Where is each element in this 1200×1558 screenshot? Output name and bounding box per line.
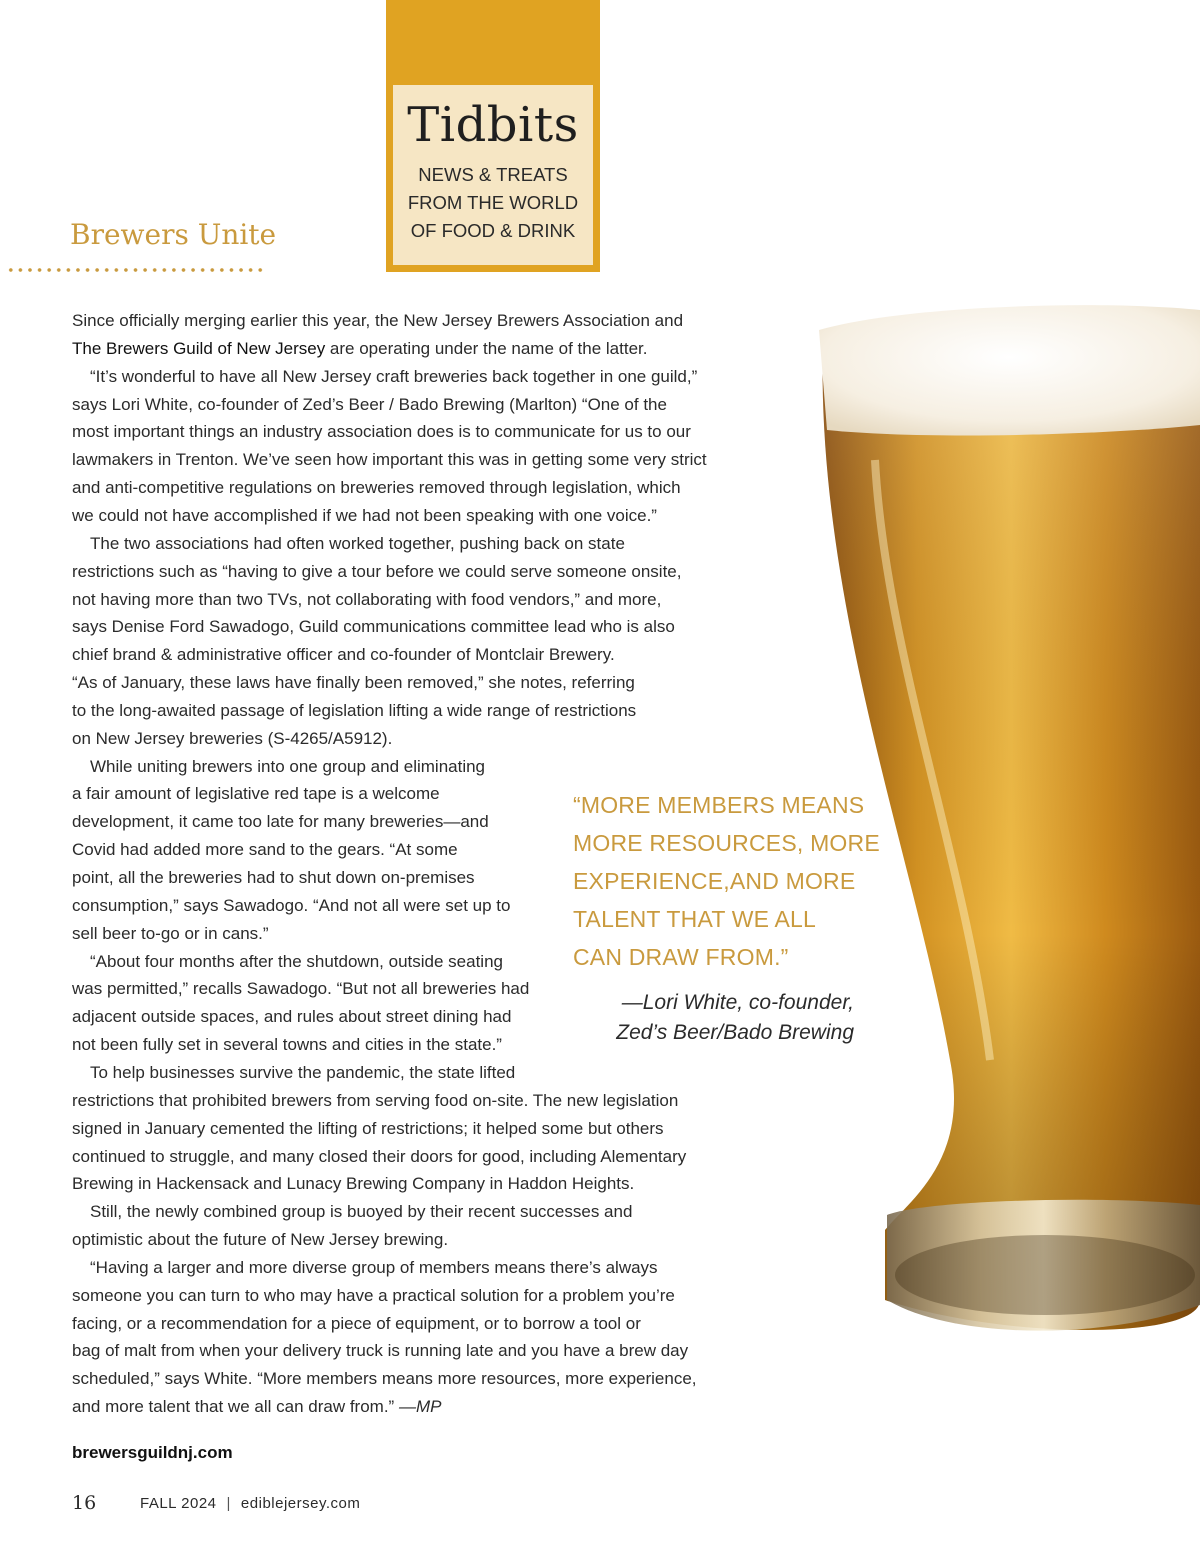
article-line-text: we could not have accomplished if we had not been speaking with one voice.” (72, 505, 657, 525)
article-line (72, 450, 707, 470)
article-line-text: signed in January cemented the lifting of restrictions; it helped some but others (72, 1118, 664, 1138)
issue-label: FALL 2024 (140, 1495, 217, 1512)
masthead-subtitle-line: FROM THE WORLD (407, 192, 579, 213)
masthead-subtitle-line: OF FOOD & DRINK (410, 220, 576, 241)
article-line (72, 1230, 448, 1250)
article-line (72, 311, 683, 331)
article-line (72, 1314, 641, 1334)
pull-quote-line: “MORE MEMBERS MEANS (573, 792, 865, 818)
article-line-text: not been fully set in several towns and cities in the state.” (72, 1035, 502, 1055)
article-line (90, 534, 625, 554)
article-line (72, 896, 510, 916)
article-line (72, 645, 615, 665)
article-line-text: restrictions such as “having to give a tour before we could serve someone onsite, (72, 561, 682, 581)
article-line (90, 757, 485, 777)
article-line (72, 1119, 664, 1139)
article-line-text: Covid had added more sand to the gears. “At some (72, 840, 458, 860)
article-line-text: to the long-awaited passage of legislation lifting a wide range of restrictions (72, 700, 637, 720)
masthead-panel (393, 85, 593, 265)
article-line (72, 590, 661, 610)
article-line-text: Since officially merging earlier this year, the New Jersey Brewers Association and (72, 311, 684, 330)
pull-quote-line: EXPERIENCE,AND MORE (573, 868, 856, 894)
article-line-text: development, it came too late for many breweries—and (72, 812, 489, 832)
article-line-text: says Lori White, co-founder of Zed’s Beer / Bado Brewing (Marlton) “One of the (72, 394, 667, 414)
article-line-text: The two associations had often worked together, pushing back on state (90, 533, 625, 553)
article-line-text: “It’s wonderful to have all New Jersey craft breweries back together in one guild,” (90, 366, 698, 386)
article-line (72, 1174, 634, 1194)
article-line-text: not having more than two TVs, not collaborating with food vendors,” and more, (72, 589, 662, 609)
article-line-text: bag of malt from when your delivery truck is running late and you have a brew day (72, 1341, 689, 1361)
page-number: 16 (72, 1492, 97, 1514)
article-line (90, 1258, 658, 1278)
masthead-title: Tidbits (407, 97, 579, 153)
article-line (72, 1091, 678, 1111)
article-line (72, 840, 458, 860)
masthead-subtitle-line: NEWS & TREATS (418, 164, 568, 185)
article-line (90, 1202, 632, 1222)
article-line-text: “About four months after the shutdown, outside seating (90, 951, 503, 971)
article-line (72, 562, 682, 582)
article-line (72, 868, 475, 888)
article-line-text: says Denise Ford Sawadogo, Guild communications committee lead who is also (72, 617, 675, 637)
website-link[interactable]: brewersguildnj.com (72, 1443, 233, 1462)
article-line-text: and anti-competitive regulations on breweries removed through legislation, which (72, 478, 681, 498)
article-line-text: restrictions that prohibited brewers from serving food on-site. The new legislation (72, 1090, 679, 1110)
article-line (72, 1369, 697, 1389)
article-line (72, 924, 269, 944)
article-line-text: on New Jersey breweries (S-4265/A5912). (72, 728, 393, 748)
pull-quote-line: MORE RESOURCES, MORE (573, 830, 880, 856)
site-link[interactable]: ediblejersey.com (240, 1495, 361, 1512)
article-line (72, 422, 691, 442)
author-signature: —MP (398, 1397, 442, 1417)
article-line (72, 701, 636, 721)
article-line (72, 784, 440, 804)
article-line-text: “As of January, these laws have finally been removed,” she notes, referring (72, 673, 635, 693)
article-line (72, 339, 647, 359)
article-line (90, 1063, 515, 1083)
article-line (72, 812, 489, 832)
article-line (72, 673, 635, 693)
article-line (72, 478, 681, 498)
article-line-text: Brewing in Hackensack and Lunacy Brewing Company in Haddon Heights. (72, 1174, 635, 1194)
article-line-text: lawmakers in Trenton. We’ve seen how important this was in getting some very strict (72, 450, 707, 470)
article-line (72, 1286, 675, 1306)
masthead-subtitle (393, 161, 593, 245)
article-line-text: sell beer to-go or in cans.” (72, 923, 269, 943)
article-line (72, 1007, 511, 1027)
article-line (72, 395, 667, 415)
article-line (72, 1035, 502, 1055)
article-line (72, 506, 657, 526)
article-line-text: most important things an industry association does is to communicate for us to our (72, 422, 691, 442)
article-line-text: continued to struggle, and many closed their doors for good, including Alementary (72, 1146, 687, 1166)
article-line-text: While uniting brewers into one group and eliminating (90, 756, 486, 776)
article-line-text: chief brand & administrative officer and co-founder of Montclair Brewery. (72, 645, 615, 665)
article-line-text: To help businesses survive the pandemic, the state lifted (90, 1062, 516, 1082)
article-line-text: are operating under the name of the latter. (325, 338, 648, 358)
article-line-text: someone you can turn to who may have a practical solution for a problem you’re (72, 1285, 675, 1305)
article-line-text: consumption,” says Sawadogo. “And not all were set up to (72, 895, 511, 915)
article-line-text: was permitted,” recalls Sawadogo. “But not all breweries had (72, 979, 530, 999)
article-line-text: a fair amount of legislative red tape is a welcome (72, 784, 440, 804)
article-line-text: and more talent that we all can draw from.” (72, 1397, 399, 1417)
article-line (72, 1397, 441, 1417)
pull-quote-attribution: —Lori White, co-founder, (621, 991, 854, 1014)
article-line (90, 367, 697, 387)
article-line (72, 1147, 686, 1167)
article-line-text: point, all the breweries had to shut down on-premises (72, 868, 475, 887)
article-line-text: scheduled,” says White. “More members means more resources, more experience, (72, 1369, 697, 1389)
article-line (72, 979, 529, 999)
pull-quote-line: TALENT THAT WE ALL (573, 906, 817, 932)
article-line-text: Still, the newly combined group is buoyed by their recent successes and (90, 1202, 633, 1222)
article-line-text: facing, or a recommendation for a piece of equipment, or to borrow a tool or (72, 1313, 641, 1333)
organization-name: The Brewers Guild of New Jersey (72, 338, 326, 358)
article-line (90, 952, 503, 972)
article-line (72, 1341, 688, 1361)
article-line-text: adjacent outside spaces, and rules about street dining had (72, 1007, 512, 1027)
issue-separator: | (226, 1495, 231, 1512)
article-line-text: “Having a larger and more diverse group of members means there’s always (90, 1257, 658, 1277)
article-title: Brewers Unite (70, 218, 277, 251)
issue-info (140, 1495, 360, 1512)
article-line (72, 729, 392, 749)
pull-quote-attribution: Zed’s Beer/Bado Brewing (616, 1021, 854, 1044)
pull-quote-line: CAN DRAW FROM.” (573, 944, 789, 970)
article-line-text: optimistic about the future of New Jersey brewing. (72, 1230, 449, 1250)
dotted-divider (6, 266, 266, 274)
article-line (72, 617, 675, 637)
